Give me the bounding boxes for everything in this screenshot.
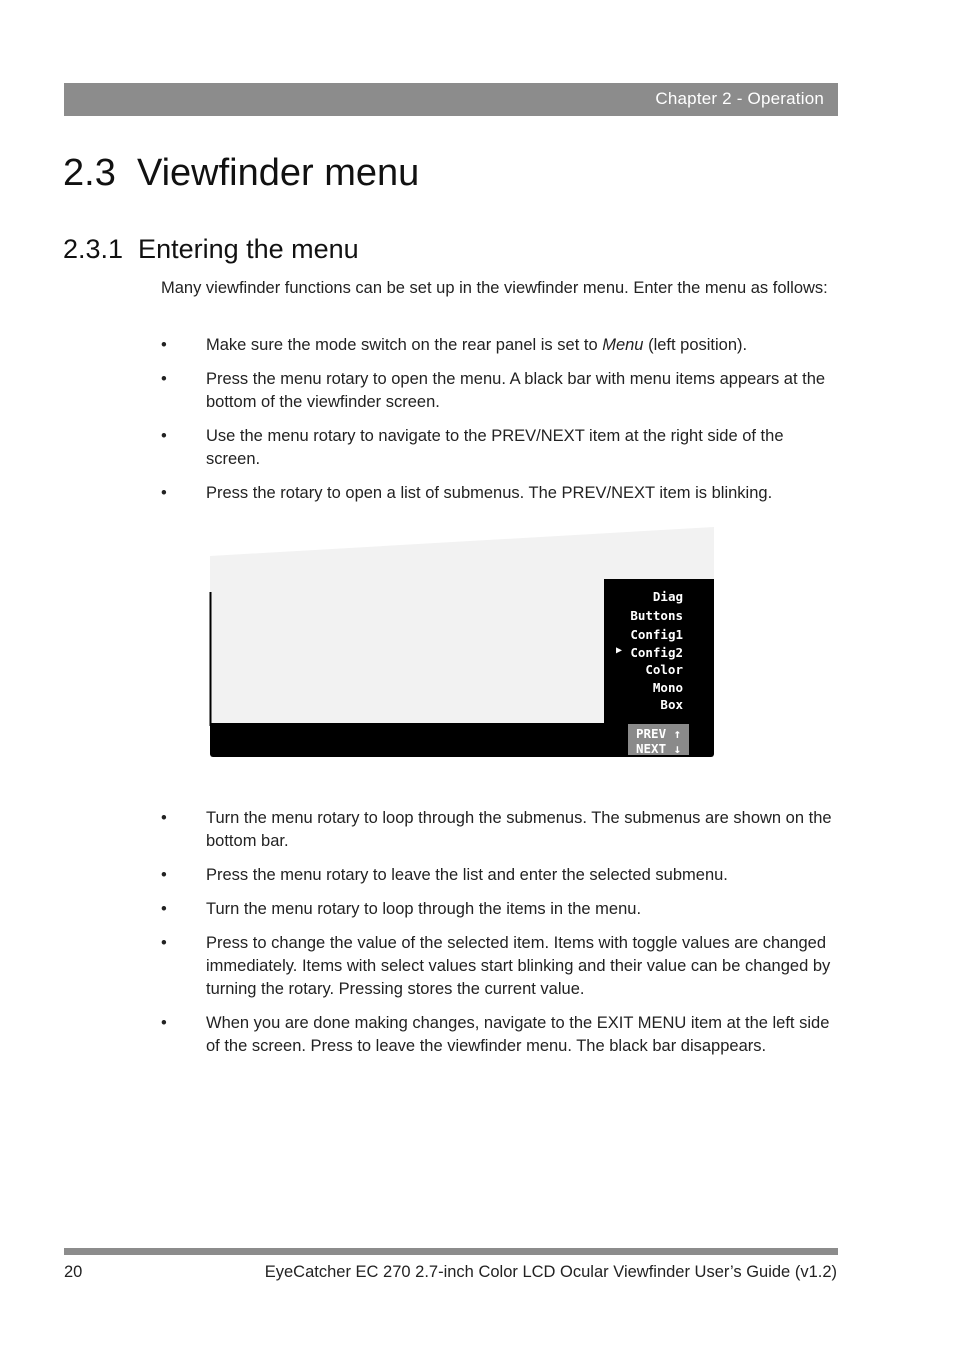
submenu-item-color[interactable]: Color	[645, 662, 683, 677]
submenu-item-box[interactable]: Box	[660, 697, 683, 712]
submenu-item-mono[interactable]: Mono	[652, 680, 683, 695]
footer-rule	[64, 1248, 838, 1255]
bullet-text: Press the menu rotary to open the menu. A black bar with menu items appears at the bottom of the viewfinder screen.	[206, 370, 826, 411]
viewfinder-screen-figure	[205, 526, 720, 786]
document-title: EyeCatcher EC 270 2.7-inch Color LCD Ocular Viewfinder User’s Guide (v1.2)	[264, 1263, 837, 1281]
emphasis-menu: Menu	[602, 336, 644, 354]
bullet-text: Make sure the mode switch on the rear panel is set to Menu (left position).	[206, 336, 748, 354]
bullet-text: Press to change the value of the selected item. Items with toggle values are changed immediately. Items with select values start blinking and their value can be changed by turning the rotary. Pressing stores the current value.	[206, 934, 831, 998]
submenu-item-config1[interactable]: Config1	[630, 627, 683, 642]
submenu-item-diag[interactable]: Diag	[652, 589, 683, 604]
page-number: 20	[64, 1263, 83, 1281]
next-label: NEXT ↓	[636, 741, 682, 756]
bullet-marker: •	[161, 900, 167, 918]
prev-label: PREV ↑	[636, 726, 682, 741]
intro-paragraph: Many viewfinder functions can be set up in the viewfinder menu. Enter the menu as follows:	[161, 279, 828, 297]
bullet-marker: •	[161, 934, 167, 952]
bullet-text: Press the rotary to open a list of submenus. The PREV/NEXT item is blinking.	[206, 484, 773, 502]
bottom-bar-indadj-item[interactable]: INDADJ	[435, 756, 481, 771]
bullet-marker: •	[161, 427, 167, 445]
bottom-bar-pkcol-item[interactable]: PkCol <Whit>	[366, 756, 412, 786]
bullet-marker: •	[161, 484, 167, 502]
bullet-text: Turn the menu rotary to loop through the items in the menu.	[206, 900, 642, 918]
bullet-marker: •	[161, 1014, 167, 1032]
chapter-label: Chapter 2 - Operation	[655, 89, 824, 108]
section-title: 2.3 Viewfinder menu	[63, 152, 420, 194]
prev-next-item[interactable]	[628, 724, 689, 755]
subsection-title: 2.3.1 Entering the menu	[63, 234, 359, 264]
bullet-marker: •	[161, 336, 167, 354]
bullet-text: Press the menu rotary to leave the list and enter the selected submenu.	[206, 866, 728, 884]
bullet-text: Turn the menu rotary to loop through the submenus. The submenus are shown on the bottom bar.	[206, 809, 832, 850]
submenu-list	[604, 579, 714, 725]
chapter-header-bar	[64, 83, 838, 116]
selection-arrow-icon: ▶	[616, 645, 623, 656]
submenu-item-buttons[interactable]: Buttons	[630, 608, 683, 623]
bullet-marker: •	[161, 809, 167, 827]
bullet-marker: •	[161, 866, 167, 884]
submenu-item-config2[interactable]: Config2	[630, 645, 683, 660]
bottom-bar-text-item[interactable]: Text <Off>	[300, 756, 338, 786]
bottom-bar-exit-item[interactable]: EXIT CONFIG2	[222, 756, 276, 786]
bullet-text: When you are done making changes, navigate to the EXIT MENU item at the left side of the screen. Press to leave the viewfinder menu. The black bar disappears.	[206, 1014, 830, 1055]
bullet-text: Use the menu rotary to navigate to the PREV/NEXT item at the right side of the screen.	[206, 427, 784, 468]
menu-bottom-bar	[210, 723, 714, 786]
bullet-marker: •	[161, 370, 167, 388]
